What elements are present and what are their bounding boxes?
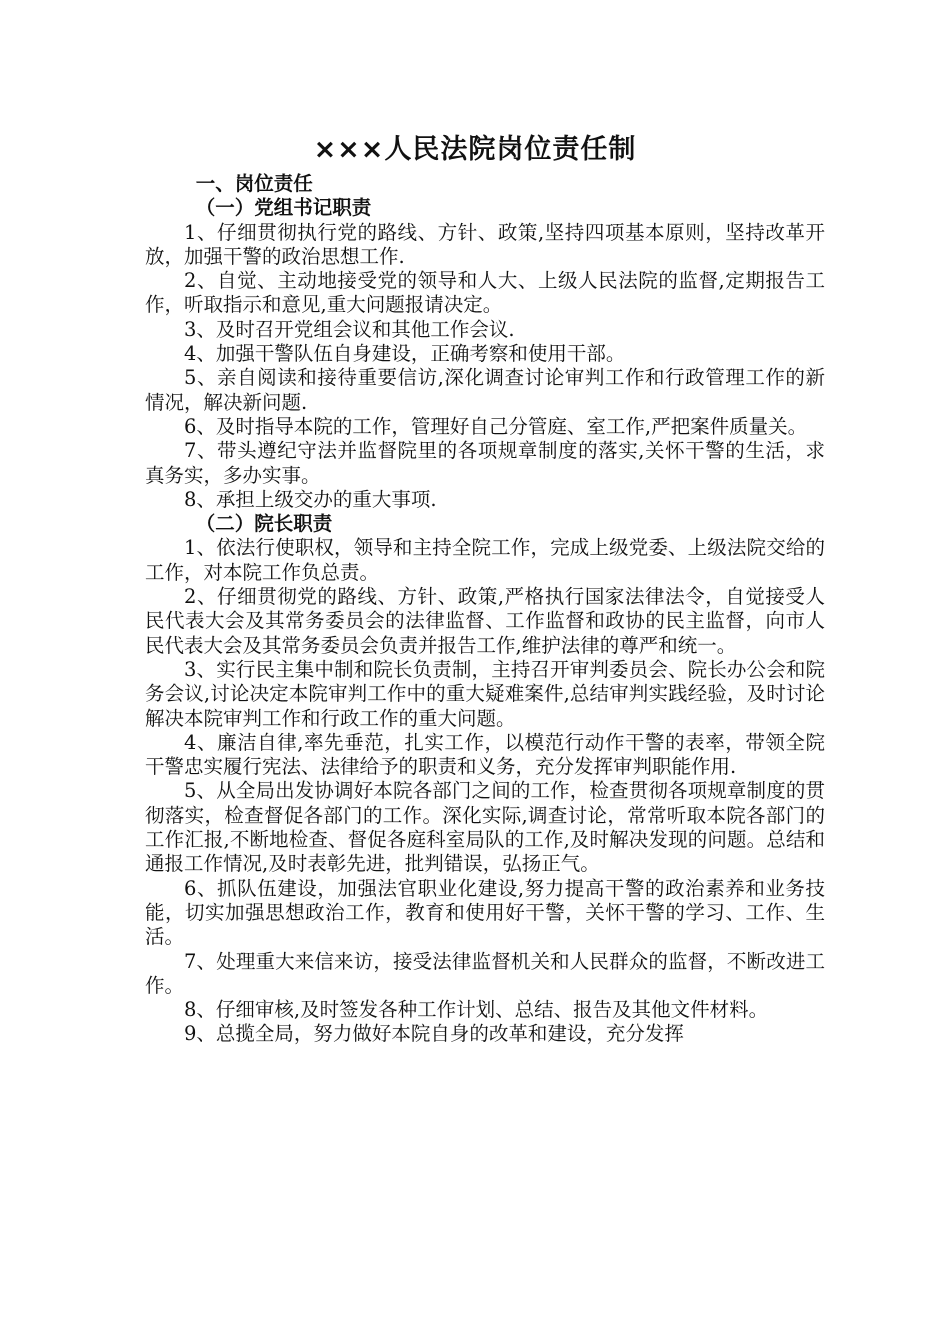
paragraph: 5、亲自阅读和接待重要信访,深化调查讨论审判工作和行政管理工作的新情况，解决新问题. [145,366,825,414]
paragraph: 8、承担上级交办的重大事项. [184,487,437,511]
paragraph: 9、总揽全局，努力做好本院自身的改革和建设，充分发挥 [184,1022,684,1046]
paragraph: 1、依法行使职权，领导和主持全院工作，完成上级党委、上级法院交给的工作，对本院工作负总责。 [145,536,825,584]
paragraph: 3、实行民主集中制和院长负责制，主持召开审判委员会、院长办公会和院务会议,讨论决定本院审判工作中的重大疑难案件,总结审判实践经验，及时讨论解决本院审判工作和行政工作的重大问题。 [145,657,825,730]
subsection-heading-party-secretary: （一）党组书记职责 [195,196,372,220]
paragraph: 7、带头遵纪守法并监督院里的各项规章制度的落实,关怀干警的生活，求真务实，多办实事。 [145,439,825,487]
paragraph: 8、仔细审核,及时签发各种工作计划、总结、报告及其他文件材料。 [184,998,769,1022]
document-title: ×××人民法院岗位责任制 [313,134,637,165]
paragraph: 5、从全局出发协调好本院各部门之间的工作，检查贯彻各项规章制度的贯彻落实，检查督促各部门的工作。深化实际,调查讨论，常常听取本院各部门的工作汇报,不断地检查、督促各庭科室局队的工作,及时解决发现的问题。总结和通报工作情况,及时表彰先进，批判错误，弘扬正气。 [145,779,825,876]
paragraph: 2、仔细贯彻党的路线、方针、政策,严格执行国家法律法令，自觉接受人民代表大会及其常务委员会的法律监督、工作监督和政协的民主监督，向市人民代表大会及其常务委员会负责并报告工作,维护法律的尊严和统一。 [145,585,825,657]
subsection-heading-president: （二）院长职责 [195,512,333,536]
document-body [145,172,825,1047]
paragraph: 7、处理重大来信来访，接受法律监督机关和人民群众的监督，不断改进工作。 [145,949,825,997]
section-heading: 一、岗位责任 [195,172,313,195]
paragraph: 2、自觉、主动地接受党的领导和人大、上级人民法院的监督,定期报告工作，听取指示和意见,重大问题报请决定。 [145,269,825,317]
paragraph: 3、及时召开党组会议和其他工作会议. [184,317,515,341]
paragraph: 1、仔细贯彻执行党的路线、方针、政策,坚持四项基本原则，坚持改革开放，加强干警的政治思想工作. [145,220,825,268]
paragraph: 6、及时指导本院的工作，管理好自己分管庭、室工作,严把案件质量关。 [184,414,808,438]
paragraph: 4、加强干警队伍自身建设，正确考察和使用干部。 [184,342,626,366]
paragraph: 6、抓队伍建设，加强法官职业化建设,努力提高干警的政治素养和业务技能，切实加强思想政治工作，教育和使用好干警，关怀干警的学习、工作、生活。 [145,876,825,949]
paragraph: 4、廉洁自律,率先垂范，扎实工作，以模范行动作干警的表率，带领全院干警忠实履行宪法、法律给予的职责和义务，充分发挥审判职能作用. [145,730,825,779]
